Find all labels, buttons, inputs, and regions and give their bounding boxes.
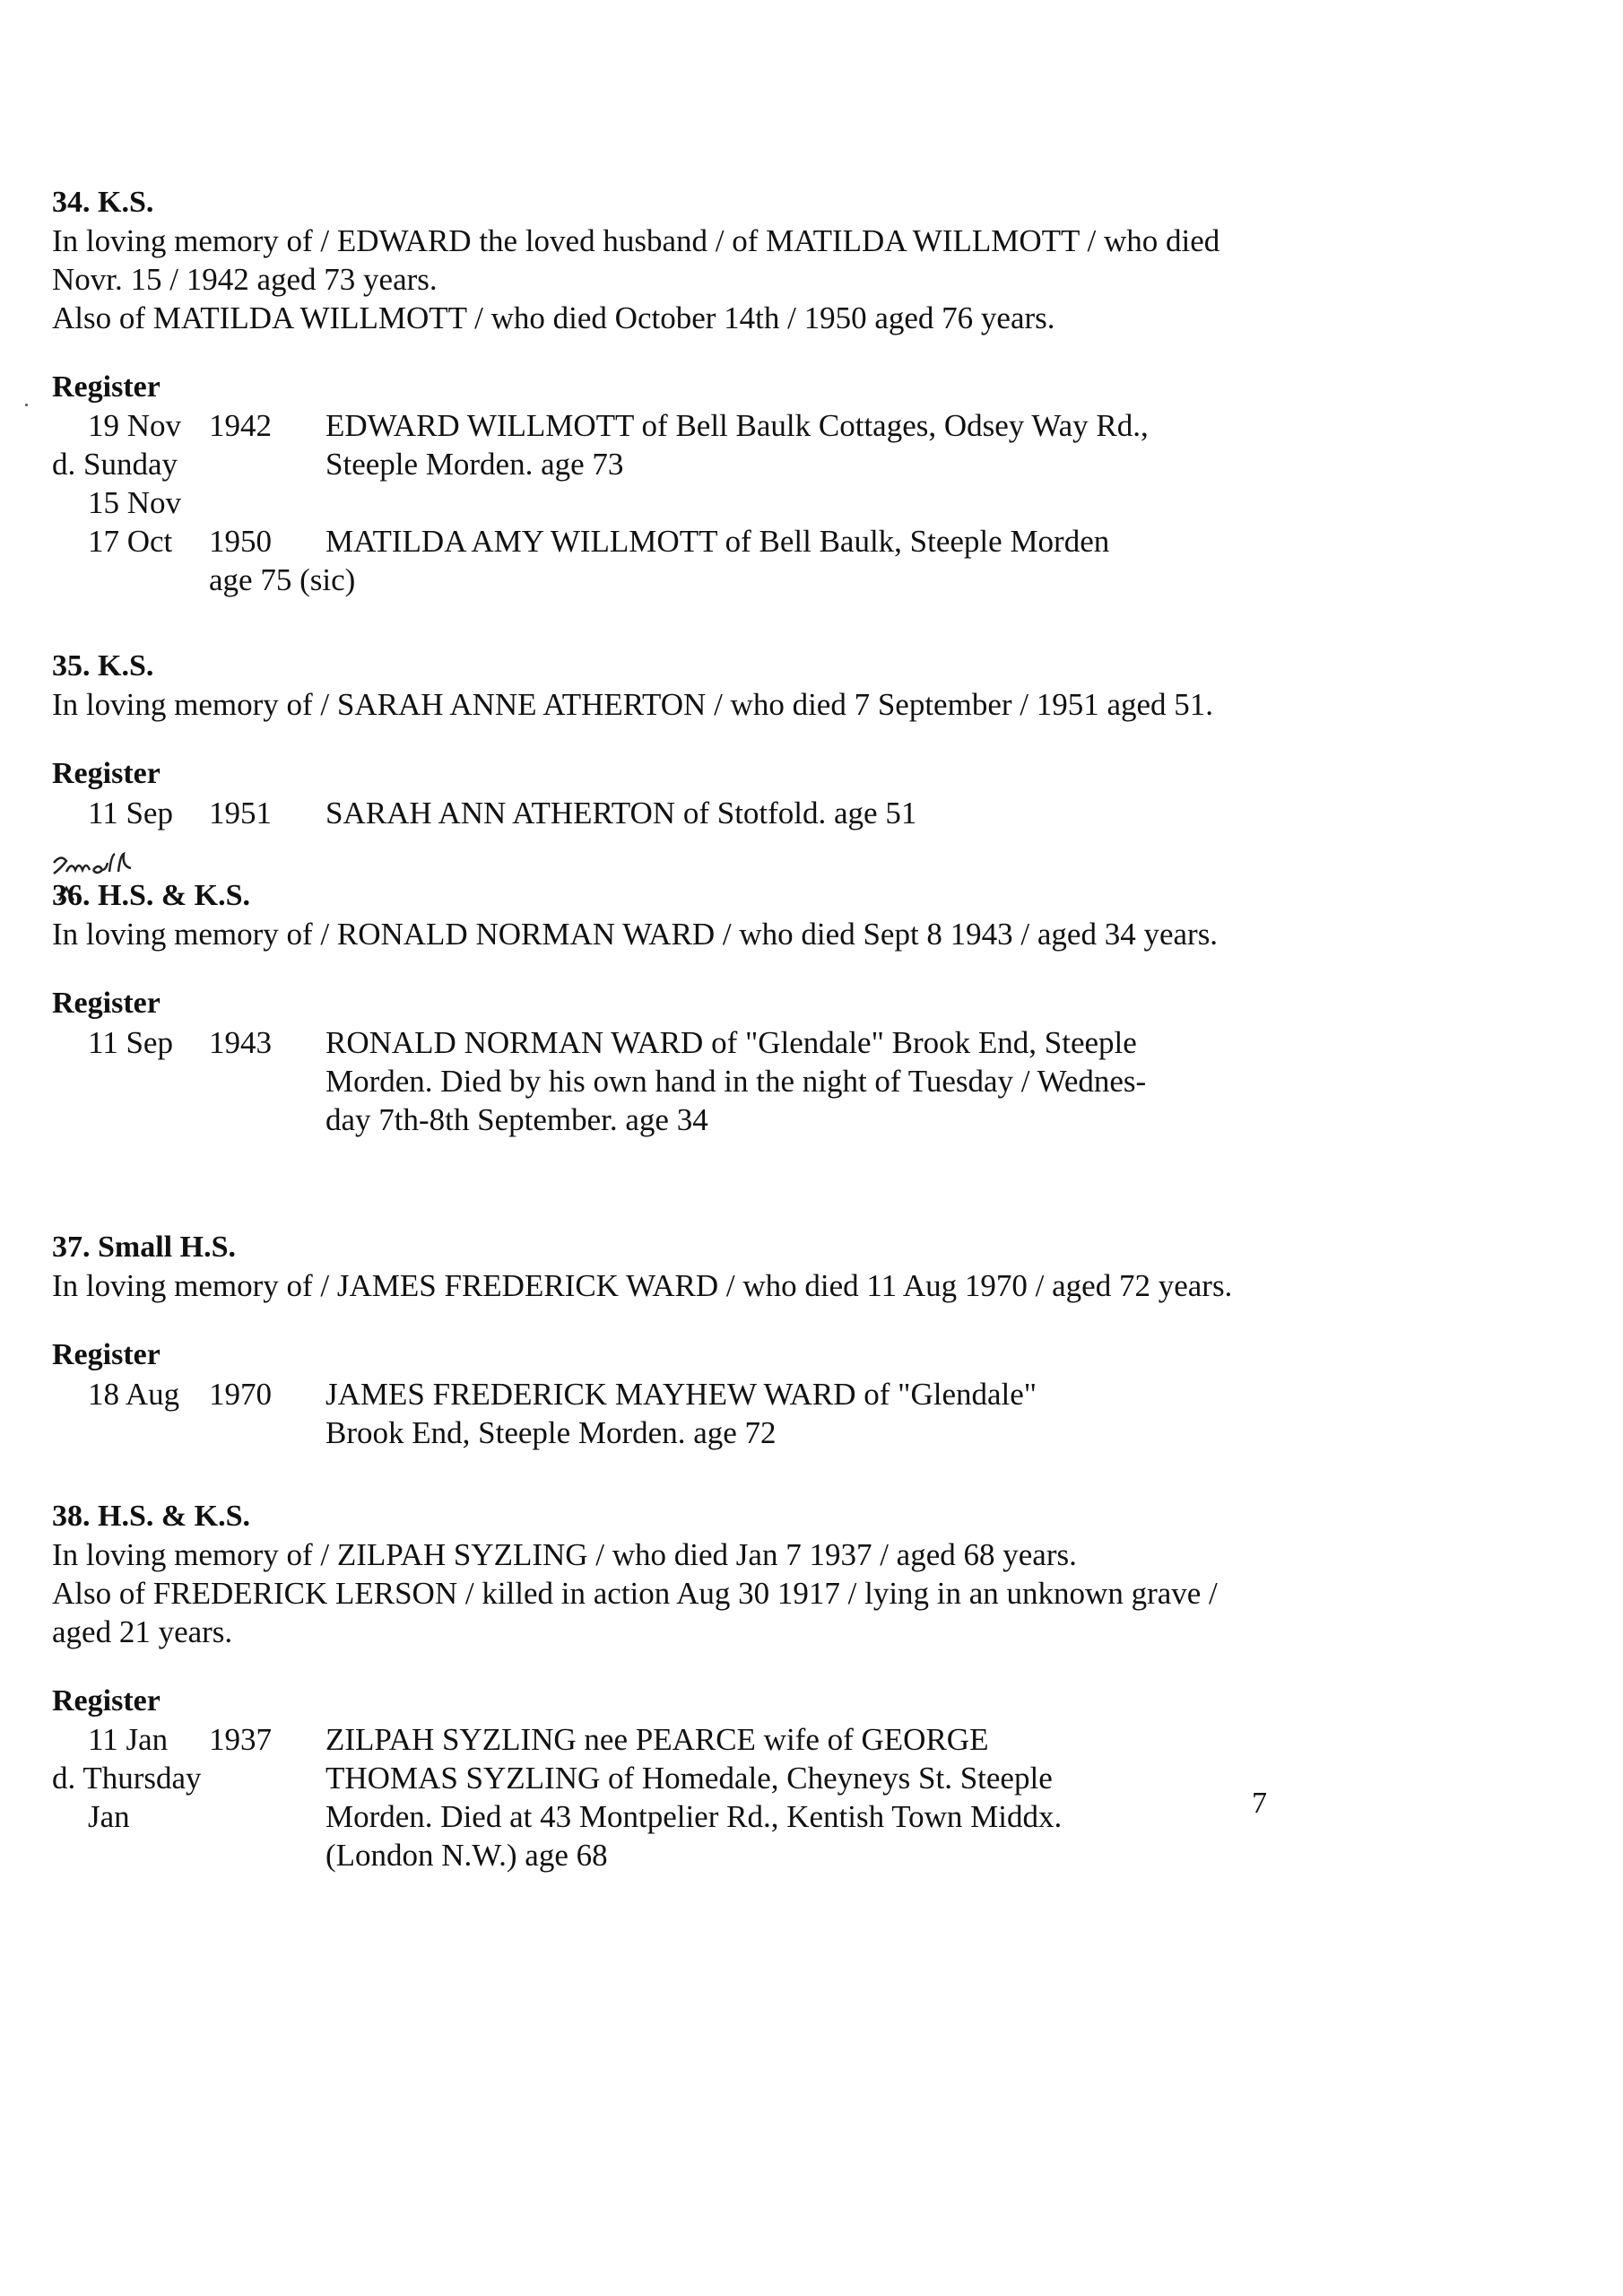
inscription-line: In loving memory of / SARAH ANNE ATHERTON / who died 7 September / 1951 aged 51.	[52, 687, 1214, 723]
register-row	[52, 446, 1307, 484]
register-date: 18 Aug	[88, 1376, 180, 1412]
register-date: 19 Nov	[88, 408, 182, 443]
inscription-line: Novr. 15 / 1942 aged 73 years.	[52, 262, 438, 298]
entry-title: 38. H.S. & K.S.	[52, 1500, 251, 1533]
register-row	[52, 1414, 1307, 1453]
register-label: Register	[52, 1683, 161, 1718]
register-year: 1970	[209, 1376, 272, 1412]
register-date: 11 Sep	[88, 795, 173, 831]
register-text: RONALD NORMAN WARD of "Glendale" Brook End, Steeple	[325, 1024, 1137, 1060]
register-date: d. Thursday	[52, 1761, 202, 1796]
register-date: 17 Oct	[88, 524, 173, 559]
register-row	[52, 561, 1307, 600]
inscription-line: aged 21 years.	[52, 1613, 233, 1649]
register-date: 11 Jan	[88, 1722, 169, 1757]
entry-34	[52, 184, 1307, 600]
register-text: (London N.W.) age 68	[325, 1838, 608, 1873]
register-date: 15 Nov	[88, 485, 182, 520]
register-row	[52, 484, 1307, 523]
entry-title: 34. K.S.	[52, 186, 154, 219]
register-row	[52, 1837, 1307, 1875]
entry-title: 36. H.S. & K.S.	[52, 879, 251, 912]
entry-title: 37. Small H.S.	[52, 1231, 236, 1264]
register-date: d. Sunday	[52, 447, 178, 482]
register-label: Register	[52, 370, 161, 404]
inscription-line: In loving memory of / ZILPAH SYZLING / who died Jan 7 1937 / aged 68 years.	[52, 1537, 1077, 1573]
register-row	[52, 407, 1307, 446]
register-year: 1937	[209, 1722, 272, 1757]
register-text: THOMAS SYZLING of Homedale, Cheyneys St. Steeple	[325, 1761, 1053, 1796]
register-text: SARAH ANN ATHERTON of Stotfold. age 51	[325, 795, 917, 831]
register-row	[52, 523, 1307, 561]
register-date: Jan	[88, 1799, 130, 1834]
register-text: ZILPAH SYZLING nee PEARCE wife of GEORGE	[325, 1722, 989, 1757]
register-row	[52, 1376, 1307, 1414]
entry-38	[52, 1498, 1307, 1875]
register-row	[52, 795, 1307, 833]
register-row	[52, 1101, 1307, 1140]
register-date: 11 Sep	[88, 1024, 173, 1060]
register-row	[52, 1798, 1307, 1837]
register-text: MATILDA AMY WILLMOTT of Bell Baulk, Steeple Morden	[325, 524, 1110, 559]
register-row	[52, 1721, 1307, 1760]
inscription-line: In loving memory of / EDWARD the loved husband / of MATILDA WILLMOTT / who died	[52, 223, 1220, 259]
inscription-line: In loving memory of / JAMES FREDERICK WARD / who died 11 Aug 1970 / aged 72 years.	[52, 1268, 1233, 1304]
register-text: Brook End, Steeple Morden. age 72	[325, 1414, 777, 1450]
entry-title: 35. K.S.	[52, 649, 154, 683]
entry-36	[52, 877, 1307, 1140]
register-note: age 75 (sic)	[209, 562, 356, 597]
stray-mark	[25, 404, 28, 406]
register-row	[52, 1063, 1307, 1101]
register-label: Register	[52, 1338, 161, 1372]
register-row	[52, 1760, 1307, 1798]
register-text: JAMES FREDERICK MAYHEW WARD of "Glendale"	[325, 1376, 1037, 1412]
register-text: EDWARD WILLMOTT of Bell Baulk Cottages, Odsey Way Rd.,	[325, 408, 1149, 443]
register-year: 1951	[209, 795, 272, 831]
entry-37	[52, 1229, 1307, 1453]
register-label: Register	[52, 987, 161, 1021]
register-text: Morden. Died at 43 Montpelier Rd., Kentish Town Middx.	[325, 1799, 1063, 1834]
inscription-line: In loving memory of / RONALD NORMAN WARD / who died Sept 8 1943 / aged 34 years.	[52, 917, 1219, 952]
inscription-line: Also of FREDERICK LERSON / killed in action Aug 30 1917 / lying in an unknown grave /	[52, 1576, 1218, 1612]
register-year: 1942	[209, 408, 272, 443]
register-text: Steeple Morden. age 73	[325, 447, 624, 482]
register-text: day 7th-8th September. age 34	[325, 1101, 708, 1137]
register-text: Morden. Died by his own hand in the night of Tuesday / Wednes-	[325, 1063, 1147, 1099]
register-year: 1943	[209, 1024, 272, 1060]
entry-35	[52, 648, 1307, 833]
register-row	[52, 1024, 1307, 1063]
register-label: Register	[52, 757, 161, 791]
page-number: 7	[1252, 1787, 1267, 1820]
register-year: 1950	[209, 524, 272, 559]
inscription-line: Also of MATILDA WILLMOTT / who died October 14th / 1950 aged 76 years.	[52, 300, 1055, 335]
